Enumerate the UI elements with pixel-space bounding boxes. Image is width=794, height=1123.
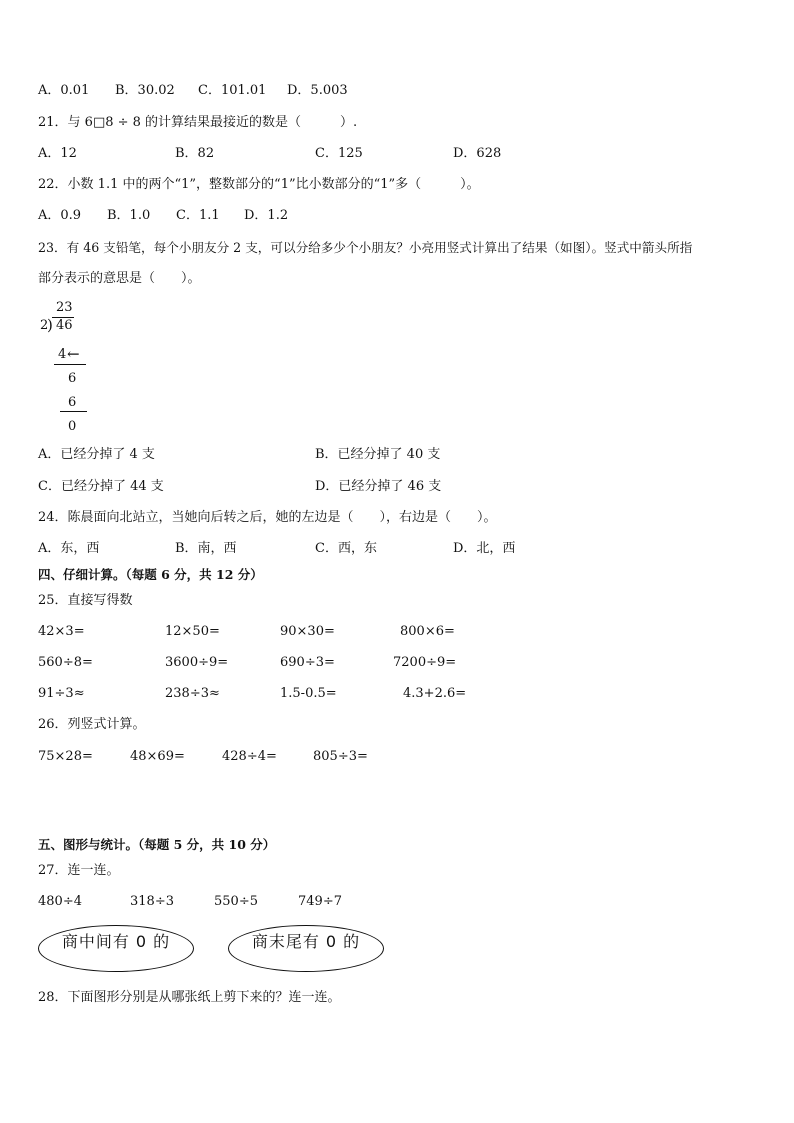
q25-item: 42×3=	[38, 624, 85, 639]
section4-heading: 四、仔细计算。（每题 6 分，共 12 分）	[38, 567, 263, 582]
q21-option-b: B．82	[175, 146, 215, 161]
q20-option-b: B．30.02	[115, 83, 175, 98]
q25-item: 1.5-0.5=	[280, 686, 337, 701]
q28-title: 28．下面图形分别是从哪张纸上剪下来的？连一连。	[38, 990, 341, 1005]
oval-quotient-middle-zero[interactable]	[38, 925, 194, 972]
q23-option-d: D．已经分掉了 46 支	[315, 479, 442, 494]
q23-option-b: B．已经分掉了 40 支	[315, 447, 441, 462]
q25-item: 690÷3=	[280, 655, 335, 670]
q25-item: 238÷3≈	[165, 686, 220, 701]
q23-stem-line1: 23．有 46 支铅笔，每个小朋友分 2 支，可以分给多少个小朋友？小亮用竖式计算出了结果（如图）。竖式中箭头所指	[38, 240, 693, 255]
q25-title: 25．直接写得数	[38, 593, 133, 608]
q21-option-c: C．125	[315, 146, 363, 161]
division-line-2	[60, 411, 87, 412]
q20-option-c: C．101.01	[198, 83, 267, 98]
division-step3: 6	[68, 395, 77, 410]
q25-item: 12×50=	[165, 624, 220, 639]
q20-option-a: A．0.01	[38, 83, 90, 98]
q23-option-c: C．已经分掉了 44 支	[38, 479, 164, 494]
oval-label: 商中间有 0 的	[61, 932, 171, 951]
q27-item: 318÷3	[130, 894, 174, 909]
q25-item: 91÷3≈	[38, 686, 85, 701]
q26-title: 26．列竖式计算。	[38, 717, 146, 732]
q22-option-b: B．1.0	[107, 208, 151, 223]
q25-item: 90×30=	[280, 624, 335, 639]
q25-item: 3600÷9=	[165, 655, 229, 670]
q27-item: 480÷4	[38, 894, 82, 909]
q26-item: 805÷3=	[313, 749, 368, 764]
q25-item: 4.3+2.6=	[403, 686, 467, 701]
division-step1: 4	[58, 347, 67, 362]
section5-heading: 五、图形与统计。（每题 5 分，共 10 分）	[38, 837, 276, 852]
q25-item: 7200÷9=	[393, 655, 457, 670]
division-remainder: 0	[68, 419, 77, 434]
oval-quotient-end-zero[interactable]	[228, 925, 384, 972]
q25-item: 560÷8=	[38, 655, 93, 670]
q22-option-c: C．1.1	[176, 208, 220, 223]
q24-option-d: D．北，西	[453, 541, 516, 556]
q22-stem: 22．小数 1.1 中的两个“1”，整数部分的“1”比小数部分的“1”多（ ）。	[38, 177, 480, 192]
q26-item: 48×69=	[130, 749, 185, 764]
q24-option-c: C．西，东	[315, 541, 377, 556]
division-quotient: 23	[56, 300, 73, 315]
division-bracket-icon: )	[47, 316, 53, 334]
q21-stem: 21．与 6□8 ÷ 8 的计算结果最接近的数是（ ）.	[38, 115, 358, 130]
q21-option-a: A．12	[38, 146, 77, 161]
q24-option-b: B．南，西	[175, 541, 237, 556]
q22-option-a: A．0.9	[38, 208, 82, 223]
q22-option-d: D．1.2	[244, 208, 289, 223]
division-line-1	[54, 364, 86, 365]
arrow-left-icon: ←	[67, 345, 80, 363]
q24-option-a: A．东，西	[38, 541, 100, 556]
q25-item: 800×6=	[400, 624, 455, 639]
q23-option-a: A．已经分掉了 4 支	[38, 447, 155, 462]
division-divisor: 2	[40, 318, 49, 333]
oval-label: 商末尾有 0 的	[251, 932, 361, 951]
q27-item: 550÷5	[214, 894, 258, 909]
q27-title: 27．连一连。	[38, 863, 120, 878]
q21-option-d: D．628	[453, 146, 502, 161]
q20-option-d: D．5.003	[287, 83, 348, 98]
q26-item: 75×28=	[38, 749, 93, 764]
q26-item: 428÷4=	[222, 749, 277, 764]
division-step2: 6	[68, 371, 77, 386]
q27-item: 749÷7	[298, 894, 342, 909]
q23-stem-line2: 部分表示的意思是（ ）。	[38, 271, 201, 286]
q24-stem: 24．陈晨面向北站立，当她向后转之后，她的左边是（ ），右边是（ ）。	[38, 510, 497, 525]
division-dividend: 46	[56, 318, 73, 333]
